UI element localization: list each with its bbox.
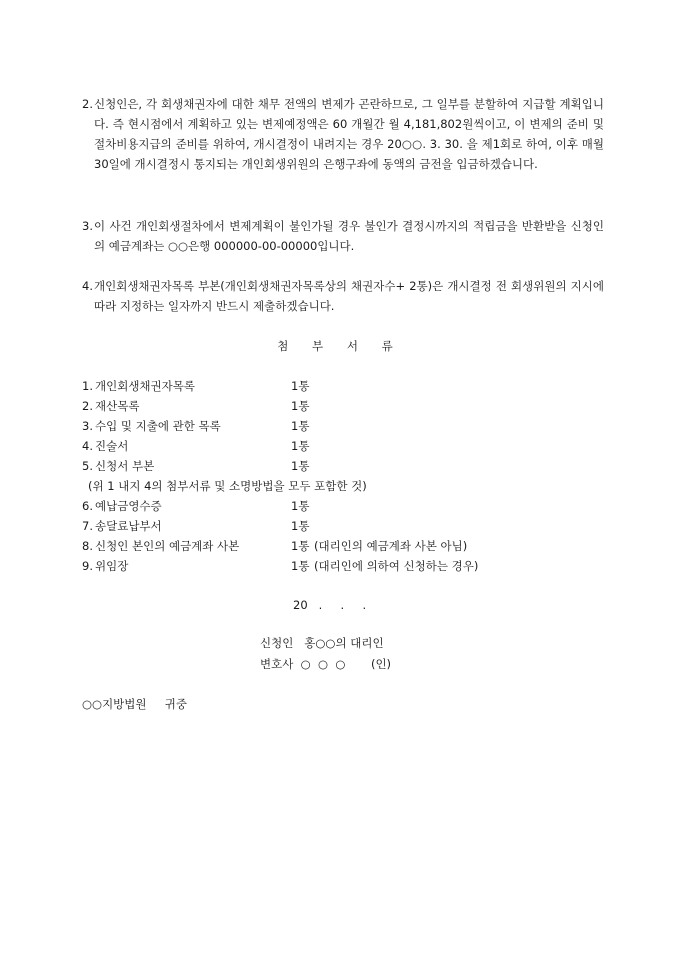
- attachment-name: 재산목록: [95, 399, 140, 413]
- attachment-count: 1통: [291, 419, 310, 433]
- court-addressee: ○○지방법원 귀중: [82, 697, 187, 711]
- paragraph-4: [82, 276, 604, 316]
- attachment-number: 9.: [82, 559, 93, 573]
- attachment-number: 6.: [82, 499, 93, 513]
- attachment-item: [82, 536, 602, 556]
- attachment-name: 진술서: [95, 439, 129, 453]
- attachment-count: 1통: [291, 399, 310, 413]
- attachment-item: [82, 416, 602, 436]
- attachment-number: 4.: [82, 439, 93, 453]
- attachment-item: [82, 556, 602, 576]
- attachment-name: 송달료납부서: [95, 519, 162, 533]
- attachment-name: 신청서 부본: [95, 459, 155, 473]
- attachment-item: [82, 496, 602, 516]
- paragraph-text: 이 사건 개인회생절차에서 변제계획이 불인가될 경우 불인가 결정시까지의 적립금을 반환받을 신청인의 예금계좌는 ○○은행 000000-00-00000입니다.: [94, 219, 604, 253]
- attachment-count: 1통: [291, 379, 310, 393]
- attachment-count: 1통: [291, 439, 310, 453]
- paragraph-number: 3.: [82, 219, 93, 233]
- attachment-count: 1통: [291, 539, 310, 553]
- signature-applicant: 신청인 홍○○의 대리인: [260, 636, 384, 650]
- date-line: 20 . . .: [293, 598, 367, 612]
- attachment-number: 2.: [82, 399, 93, 413]
- paragraph-2: [82, 94, 604, 174]
- paragraph-text: 개인회생채권자목록 부본(개인회생채권자목록상의 채권자수+ 2통)은 개시결정 전 회생위원의 지시에 따라 지정하는 일자까지 반드시 제출하겠습니다.: [94, 279, 604, 313]
- attachment-item: [82, 396, 602, 416]
- attachment-number: 3.: [82, 419, 93, 433]
- attachment-name: 예납금영수증: [95, 499, 162, 513]
- attachment-number: 5.: [82, 459, 93, 473]
- attachments-note-row: [82, 476, 602, 496]
- attachment-name: 개인회생채권자목록: [95, 379, 195, 393]
- attachment-item: [82, 456, 602, 476]
- attachment-item: [82, 436, 602, 456]
- paragraph-3: [82, 216, 604, 256]
- attachment-note: (대리인에 의하여 신청하는 경우): [314, 559, 479, 573]
- paragraph-text: 신청인은, 각 회생채권자에 대한 채무 전액의 변제가 곤란하므로, 그 일부를 분할하여 지급할 계획입니다. 즉 현시점에서 계획하고 있는 변제예정액은 60 개월간 월 4,181,802원씩이고, 이 변제의 준비 및 절차비용지급의 준비를 위하여, 개시결정이 내려지는 경우 20○○. 3. 30. 을 제1회로 하여, 이후 매월 30일에 개시결정시 통지되는 개인회생위원의 은행구좌에 동액의 금전을 입금하겠습니다.: [94, 97, 604, 171]
- attachments-heading: 첨 부 서 류: [277, 339, 403, 353]
- paragraph-number: 4.: [82, 279, 93, 293]
- attachment-count: 1통: [291, 559, 310, 573]
- attachment-name: 수입 및 지출에 관한 목록: [95, 419, 221, 433]
- signature-lawyer: 변호사 ○ ○ ○ (인): [260, 657, 392, 671]
- attachment-note: (대리인의 예금계좌 사본 아님): [314, 539, 468, 553]
- attachment-count: 1통: [291, 459, 310, 473]
- attachment-count: 1통: [291, 499, 310, 513]
- attachment-name: 위임장: [95, 559, 129, 573]
- paragraph-number: 2.: [82, 97, 93, 111]
- attachments-list: [82, 376, 602, 576]
- attachments-note: (위 1 내지 4의 첨부서류 및 소명방법을 모두 포함한 것): [88, 479, 367, 493]
- attachment-number: 7.: [82, 519, 93, 533]
- attachment-item: [82, 516, 602, 536]
- attachment-number: 1.: [82, 379, 93, 393]
- attachment-number: 8.: [82, 539, 93, 553]
- attachment-name: 신청인 본인의 예금계좌 사본: [95, 539, 240, 553]
- attachment-item: [82, 376, 602, 396]
- attachment-count: 1통: [291, 519, 310, 533]
